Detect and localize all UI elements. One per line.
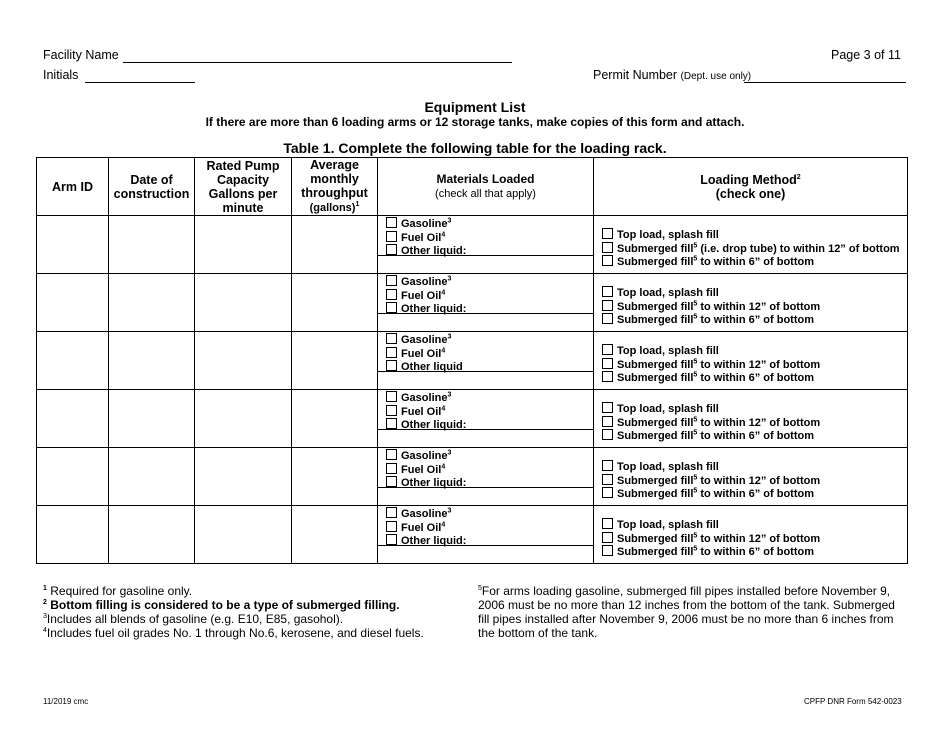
top-load-checkbox[interactable] [602, 460, 613, 471]
footnote-1-text: Required for gasoline only. [46, 584, 193, 598]
method-note: (check one) [715, 186, 786, 201]
footnote-1 [43, 584, 463, 598]
other-liquid-label: Other liquid: [401, 535, 467, 547]
footer-date: 11/2019 cmc [43, 697, 89, 706]
fuel-oil-checkbox[interactable] [386, 347, 397, 358]
throughput-cell[interactable] [292, 216, 378, 274]
materials-cell [378, 390, 594, 448]
other-liquid-checkbox[interactable] [386, 302, 397, 313]
footnote-2 [43, 598, 463, 612]
throughput-cell[interactable] [292, 506, 378, 564]
top-load-label: Top load, splash fill [617, 345, 719, 357]
submerged-12-rest: to within 12” of bottom [697, 532, 821, 545]
submerged-6-checkbox[interactable] [602, 487, 613, 498]
fuel-oil-label: Fuel Oil [401, 289, 442, 302]
gasoline-label: Gasoline [401, 450, 448, 462]
loading-method-cell [594, 390, 908, 448]
materials-cell [378, 216, 594, 274]
gasoline-label: Gasoline [401, 508, 448, 520]
submerged-12-rest: (i.e. drop tube) to within 12” of bottom [697, 242, 900, 255]
gasoline-sup: 3 [447, 391, 452, 399]
other-liquid-field[interactable] [378, 545, 593, 563]
other-liquid-field[interactable] [378, 487, 593, 505]
gasoline-label: Gasoline [401, 276, 448, 288]
materials-note: (check all that apply) [435, 188, 536, 200]
pump-capacity-cell[interactable] [195, 216, 292, 274]
submerged-6-checkbox[interactable] [602, 545, 613, 556]
submerged-6-sup: 5 [693, 313, 698, 321]
submerged-12-checkbox[interactable] [602, 242, 613, 253]
fuel-oil-label: Fuel Oil [401, 347, 442, 360]
submerged-12-sup: 5 [693, 473, 698, 481]
submerged-12-label: Submerged fill [617, 242, 694, 255]
footnote-4-mark: 4 [43, 627, 47, 634]
materials-cell [378, 506, 594, 564]
gasoline-checkbox[interactable] [386, 507, 397, 518]
submerged-6-sup: 5 [693, 255, 698, 263]
date-cell[interactable] [109, 448, 195, 506]
footnote-5-mark: 5 [478, 585, 482, 592]
materials-label: Materials Loaded [436, 172, 535, 186]
loading-method-cell [594, 448, 908, 506]
materials-cell [378, 448, 594, 506]
other-liquid-field[interactable] [378, 255, 593, 273]
gasoline-checkbox[interactable] [386, 391, 397, 402]
submerged-6-sup: 5 [693, 429, 698, 437]
gasoline-checkbox[interactable] [386, 217, 397, 228]
submerged-12-rest: to within 12” of bottom [697, 358, 821, 371]
fuel-oil-label: Fuel Oil [401, 231, 442, 244]
submerged-6-checkbox[interactable] [602, 429, 613, 440]
gasoline-sup: 3 [447, 449, 452, 457]
arm-id-cell[interactable] [37, 332, 109, 390]
table-row [37, 274, 908, 332]
footnote-1-mark: 1 [43, 585, 47, 592]
gasoline-sup: 3 [447, 217, 452, 225]
footnote-4 [43, 626, 463, 640]
table-title: Table 1. Complete the following table for the loading rack. [283, 140, 667, 156]
table-row [37, 332, 908, 390]
submerged-12-checkbox[interactable] [602, 300, 613, 311]
loading-method-cell [594, 332, 908, 390]
footnote-4-text: Includes fuel oil grades No. 1 through No.6, kerosene, and diesel fuels. [46, 626, 424, 640]
submerged-6-label: Submerged fill [617, 546, 694, 558]
footer-form-number: CPFP DNR Form 542-0023 [804, 697, 902, 706]
submerged-6-checkbox[interactable] [602, 313, 613, 324]
pump-capacity-cell[interactable] [195, 506, 292, 564]
col-arm-id: Arm ID [37, 158, 109, 216]
fuel-oil-sup: 4 [441, 346, 446, 354]
other-liquid-checkbox[interactable] [386, 418, 397, 429]
submerged-6-label: Submerged fill [617, 488, 694, 500]
top-load-label: Top load, splash fill [617, 519, 719, 531]
fuel-oil-sup: 4 [441, 230, 446, 238]
materials-cell [378, 274, 594, 332]
permit-number-note: (Dept. use only) [680, 71, 752, 82]
throughput-sup: 1 [355, 200, 360, 208]
loading-method-cell [594, 216, 908, 274]
other-liquid-checkbox[interactable] [386, 244, 397, 255]
throughput-cell[interactable] [292, 448, 378, 506]
top-load-label: Top load, splash fill [617, 403, 719, 415]
gasoline-label: Gasoline [401, 392, 448, 404]
submerged-6-rest: to within 6” of bottom [697, 372, 815, 384]
submerged-12-sup: 5 [693, 415, 698, 423]
other-liquid-field[interactable] [378, 313, 593, 331]
submerged-6-rest: to within 6” of bottom [697, 256, 815, 268]
fuel-oil-checkbox[interactable] [386, 521, 397, 532]
initials-field[interactable] [85, 82, 195, 83]
submerged-6-rest: to within 6” of bottom [697, 546, 815, 558]
page-number: Page 3 of 11 [831, 48, 901, 62]
submerged-12-sup: 5 [693, 531, 698, 539]
other-liquid-field[interactable] [378, 371, 593, 389]
date-cell[interactable] [109, 216, 195, 274]
col-rated-pump-capacity: Rated Pump Capacity Gallons per minute [195, 158, 292, 216]
submerged-6-rest: to within 6” of bottom [697, 314, 815, 326]
other-liquid-label: Other liquid [401, 361, 463, 373]
arm-id-cell[interactable] [37, 274, 109, 332]
other-liquid-checkbox[interactable] [386, 360, 397, 371]
submerged-6-rest: to within 6” of bottom [697, 488, 815, 500]
permit-number-label [593, 68, 751, 82]
submerged-12-rest: to within 12” of bottom [697, 474, 821, 487]
gasoline-sup: 3 [447, 275, 452, 283]
other-liquid-label: Other liquid: [401, 477, 467, 489]
permit-number-text: Permit Number [593, 68, 678, 82]
other-liquid-checkbox[interactable] [386, 534, 397, 545]
loading-method-cell [594, 274, 908, 332]
loading-rack-table [36, 157, 908, 564]
submerged-12-checkbox[interactable] [602, 358, 613, 369]
col-date-construction: Date of construction [109, 158, 195, 216]
gasoline-checkbox[interactable] [386, 275, 397, 286]
footnote-3-text: Includes all blends of gasoline (e.g. E10, E85, gasohol). [46, 612, 344, 626]
fuel-oil-sup: 4 [441, 462, 446, 470]
permit-number-field[interactable] [744, 82, 906, 83]
submerged-12-label: Submerged fill [617, 416, 694, 429]
submerged-12-label: Submerged fill [617, 532, 694, 545]
gasoline-label: Gasoline [401, 218, 448, 230]
other-liquid-label: Other liquid: [401, 419, 467, 431]
submerged-12-sup: 5 [693, 299, 698, 307]
top-load-checkbox[interactable] [602, 286, 613, 297]
top-load-checkbox[interactable] [602, 518, 613, 529]
date-cell[interactable] [109, 332, 195, 390]
submerged-6-label: Submerged fill [617, 430, 694, 442]
top-load-checkbox[interactable] [602, 228, 613, 239]
submerged-6-rest: to within 6” of bottom [697, 430, 815, 442]
submerged-6-checkbox[interactable] [602, 255, 613, 266]
table-row [37, 448, 908, 506]
throughput-cell[interactable] [292, 274, 378, 332]
gasoline-checkbox[interactable] [386, 449, 397, 460]
arm-id-cell[interactable] [37, 448, 109, 506]
gasoline-sup: 3 [447, 507, 452, 515]
fuel-oil-label: Fuel Oil [401, 405, 442, 418]
table-header-row [37, 158, 908, 216]
pump-capacity-cell[interactable] [195, 448, 292, 506]
submerged-12-checkbox[interactable] [602, 474, 613, 485]
date-cell[interactable] [109, 506, 195, 564]
col-materials-loaded [378, 158, 594, 216]
submerged-12-label: Submerged fill [617, 474, 694, 487]
fuel-oil-sup: 4 [441, 520, 446, 528]
page-subtitle: If there are more than 6 loading arms or 12 storage tanks, make copies of this form and attach. [205, 115, 745, 129]
submerged-6-label: Submerged fill [617, 314, 694, 326]
arm-id-cell[interactable] [37, 216, 109, 274]
other-liquid-label: Other liquid: [401, 245, 467, 257]
other-liquid-label: Other liquid: [401, 303, 467, 315]
loading-method-cell [594, 506, 908, 564]
submerged-6-label: Submerged fill [617, 372, 694, 384]
footnote-3-mark: 3 [43, 613, 47, 620]
method-label: Loading Method [700, 172, 797, 187]
footnote-5 [478, 584, 898, 640]
top-load-label: Top load, splash fill [617, 229, 719, 241]
facility-name-field[interactable] [123, 62, 512, 63]
gasoline-sup: 3 [447, 333, 452, 341]
fuel-oil-label: Fuel Oil [401, 463, 442, 476]
fuel-oil-checkbox[interactable] [386, 231, 397, 242]
submerged-6-sup: 5 [693, 545, 698, 553]
submerged-12-checkbox[interactable] [602, 532, 613, 543]
top-load-checkbox[interactable] [602, 344, 613, 355]
fuel-oil-sup: 4 [441, 404, 446, 412]
date-cell[interactable] [109, 390, 195, 448]
page-title: Equipment List [424, 99, 526, 115]
footnote-2-mark: 2 [43, 599, 47, 606]
throughput-cell[interactable] [292, 332, 378, 390]
submerged-12-rest: to within 12” of bottom [697, 416, 821, 429]
other-liquid-checkbox[interactable] [386, 476, 397, 487]
col-loading-method [594, 158, 908, 216]
submerged-12-rest: to within 12” of bottom [697, 300, 821, 313]
pump-capacity-cell[interactable] [195, 332, 292, 390]
table-row [37, 506, 908, 564]
table-row [37, 216, 908, 274]
fuel-oil-label: Fuel Oil [401, 521, 442, 534]
top-load-label: Top load, splash fill [617, 461, 719, 473]
submerged-12-sup: 5 [693, 357, 698, 365]
date-cell[interactable] [109, 274, 195, 332]
submerged-6-label: Submerged fill [617, 256, 694, 268]
fuel-oil-sup: 4 [441, 288, 446, 296]
arm-id-cell[interactable] [37, 506, 109, 564]
fuel-oil-checkbox[interactable] [386, 463, 397, 474]
col-avg-throughput [292, 158, 378, 216]
initials-label: Initials [43, 68, 79, 82]
submerged-12-sup: 5 [693, 241, 698, 249]
top-load-checkbox[interactable] [602, 402, 613, 413]
submerged-12-checkbox[interactable] [602, 416, 613, 427]
fuel-oil-checkbox[interactable] [386, 405, 397, 416]
footnote-3 [43, 612, 463, 626]
materials-cell [378, 332, 594, 390]
gasoline-label: Gasoline [401, 334, 448, 346]
pump-capacity-cell[interactable] [195, 390, 292, 448]
footnote-2-text: Bottom filling is considered to be a type of submerged filling. [46, 598, 400, 612]
submerged-12-label: Submerged fill [617, 358, 694, 371]
footnote-5-text: For arms loading gasoline, submerged fill pipes installed before November 9, 2006 must be no more than 12 inches from the bottom of the tank. Submerged fill pipes installed after November 9, 2006 must be no more than 6 inches from the bottom of the tank. [478, 584, 895, 640]
facility-name-label: Facility Name [43, 48, 119, 62]
throughput-label: Average monthly throughput [301, 158, 368, 200]
fuel-oil-checkbox[interactable] [386, 289, 397, 300]
method-sup: 2 [796, 173, 801, 181]
submerged-6-sup: 5 [693, 487, 698, 495]
submerged-6-sup: 5 [693, 371, 698, 379]
pump-capacity-cell[interactable] [195, 274, 292, 332]
throughput-unit: (gallons) [309, 202, 356, 214]
submerged-12-label: Submerged fill [617, 300, 694, 313]
other-liquid-field[interactable] [378, 429, 593, 447]
table-row [37, 390, 908, 448]
gasoline-checkbox[interactable] [386, 333, 397, 344]
top-load-label: Top load, splash fill [617, 287, 719, 299]
footnotes-left [43, 584, 463, 640]
throughput-cell[interactable] [292, 390, 378, 448]
submerged-6-checkbox[interactable] [602, 371, 613, 382]
arm-id-cell[interactable] [37, 390, 109, 448]
